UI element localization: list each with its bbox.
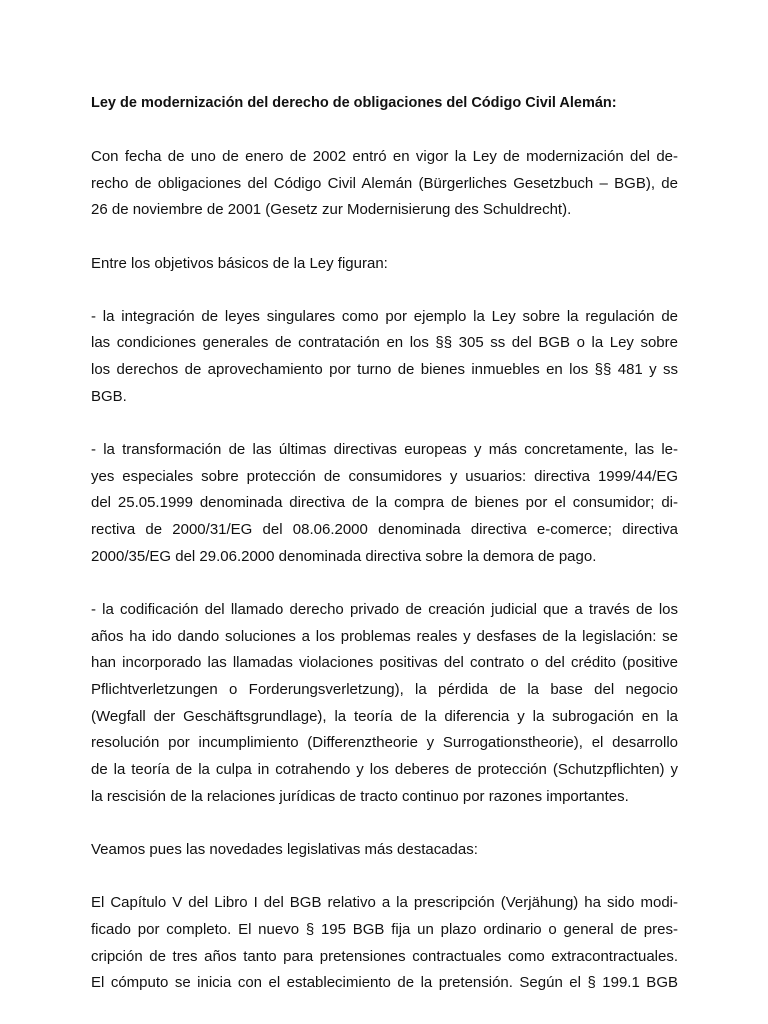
text-line: (Wegfall der Geschäftsgrundlage), la teoría de la diferencia y la subrogación en la <box>91 707 678 725</box>
paragraph-entry-into-force <box>91 144 678 224</box>
text-line: 2000/35/EG del 29.06.2000 denominada directiva sobre la demora de pago. <box>91 547 597 565</box>
text-line: ficado por completo. El nuevo § 195 BGB fija un plazo ordinario o general de pres- <box>91 920 678 938</box>
text-line: recho de obligaciones del Código Civil Alemán (Bürgerliches Gesetzbuch – BGB), de <box>91 174 678 192</box>
paragraph-objectives-intro <box>91 251 678 278</box>
text-line: BGB. <box>91 387 127 405</box>
text-line: El Capítulo V del Libro I del BGB relativo a la prescripción (Verjähung) ha sido modi- <box>91 894 678 912</box>
text-line: cripción de tres años tanto para pretensiones contractuales como extracontractuales. <box>91 947 678 965</box>
text-line: resolución por incumplimiento (Differenztheorie y Surrogationstheorie), el desarrollo <box>91 734 678 752</box>
paragraph-prescription <box>91 890 678 997</box>
text-line: - la integración de leyes singulares como por ejemplo la Ley sobre la regulación de <box>91 307 678 325</box>
text-line: Veamos pues las novedades legislativas más destacadas: <box>91 840 478 858</box>
text-line: 26 de noviembre de 2001 (Gesetz zur Modernisierung des Schuldrecht). <box>91 201 572 219</box>
paragraph-objective-codification <box>91 597 678 811</box>
text-line: la rescisión de la relaciones jurídicas de tracto continuo por razones importantes. <box>91 787 629 805</box>
text-line: las condiciones generales de contratación en los §§ 305 ss del BGB o la Ley sobre <box>91 334 678 352</box>
text-line: de la teoría de la culpa in cotrahendo y los deberes de protección (Schutzpflichten) y <box>91 761 678 779</box>
text-line: - la transformación de las últimas directivas europeas y más concretamente, las le- <box>91 441 678 458</box>
text-line: rectiva de 2000/31/EG del 08.06.2000 denominada directiva e-comerce; directiva <box>91 521 678 539</box>
text-line: Pflichtverletzungen o Forderungsverletzung), la pérdida de la base del negocio <box>91 681 678 698</box>
text-line: Entre los objetivos básicos de la Ley figuran: <box>91 254 388 272</box>
text-line: del 25.05.1999 denominada directiva de la compra de bienes por el consumidor; di- <box>91 494 678 512</box>
document-title: Ley de modernización del derecho de obligaciones del Código Civil Alemán: <box>91 95 617 111</box>
paragraph-objective-directives <box>91 437 678 570</box>
paragraph-objective-integration <box>91 304 678 411</box>
text-line: - la codificación del llamado derecho privado de creación judicial que a través de los <box>91 600 678 618</box>
text-line: años ha ido dando soluciones a los problemas reales y desfases de la legislación: se <box>91 627 678 645</box>
text-line: El cómputo se inicia con el establecimiento de la pretensión. Según el § 199.1 BGB <box>91 974 678 992</box>
text-line: Con fecha de uno de enero de 2002 entró en vigor la Ley de modernización del de- <box>91 148 678 165</box>
text-line: yes especiales sobre protección de consumidores y usuarios: directiva 1999/44/EG <box>91 467 678 485</box>
paragraph-novelties-intro <box>91 837 678 864</box>
text-line: los derechos de aprovechamiento por turno de bienes inmuebles en los §§ 481 y ss <box>91 361 678 379</box>
document-page <box>91 90 678 997</box>
text-line: han incorporado las llamadas violaciones positivas del contrato o del crédito (positive <box>91 654 678 672</box>
